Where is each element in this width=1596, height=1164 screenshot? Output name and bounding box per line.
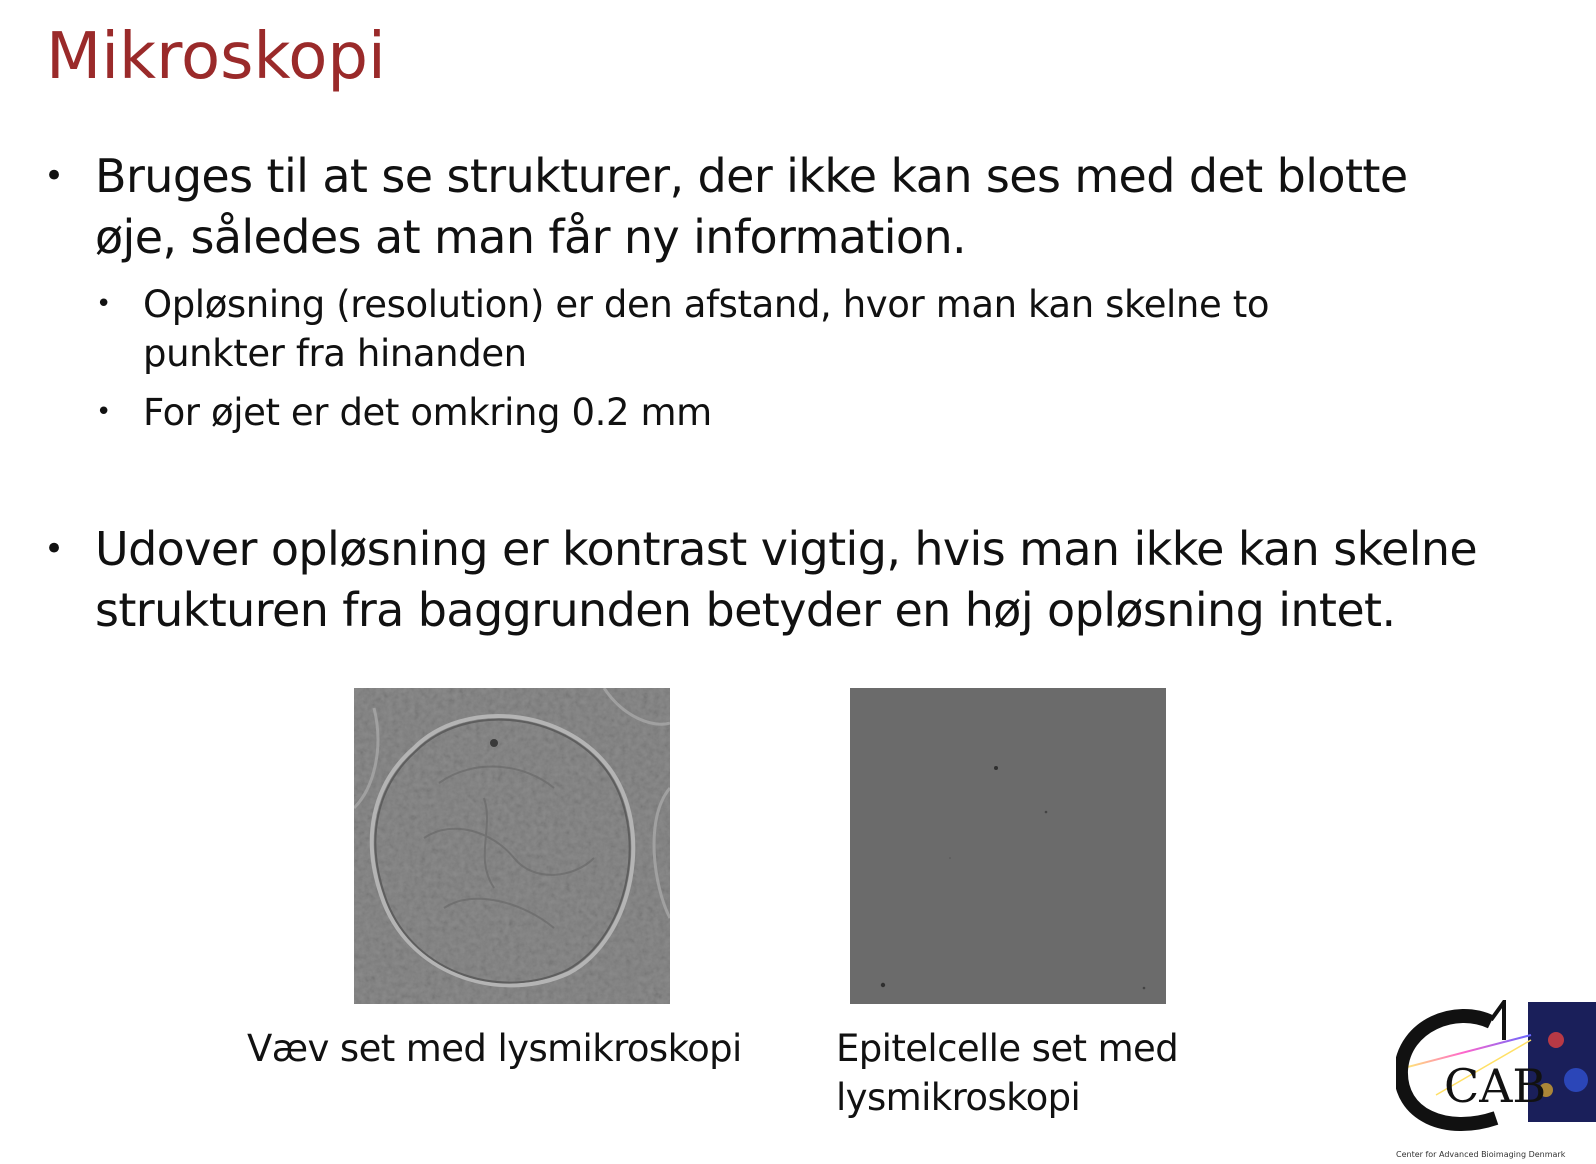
cab-logo bbox=[1396, 1000, 1596, 1164]
bullet-text: Udover opløsning er kontrast vigtig, hvis man ikke kan skelne strukturen fra baggrunden betyder en høj opløsning intet. bbox=[95, 522, 1478, 637]
logo-letters: CAB bbox=[1444, 1059, 1547, 1113]
tissue-micrograph-image bbox=[354, 688, 670, 1004]
sub-bullet-text: Opløsning (resolution) er den afstand, hvor man kan skelne to punkter fra hinanden bbox=[143, 283, 1270, 375]
sub-bullet-text: For øjet er det omkring 0.2 mm bbox=[143, 391, 712, 434]
bullet-item bbox=[44, 146, 1494, 268]
sub-bullet-item bbox=[96, 280, 1396, 378]
figure-caption-text: Epitelcelle set med lysmikroskopi bbox=[836, 1027, 1179, 1119]
bullet-text: Bruges til at se strukturer, der ikke kan ses med det blotte øje, således at man får ny information. bbox=[95, 149, 1408, 264]
sub-bullet-dot: • bbox=[96, 289, 111, 319]
sub-bullet-item bbox=[96, 388, 1396, 437]
figure-caption bbox=[836, 1024, 1196, 1122]
sub-bullet-dot: • bbox=[96, 397, 111, 427]
bullet-dot: • bbox=[44, 156, 64, 196]
logo-subtitle: Center for Advanced Bioimaging Denmark bbox=[1396, 1150, 1566, 1159]
bullet-item bbox=[44, 519, 1494, 641]
figure-caption: Væv set med lysmikroskopi bbox=[247, 1027, 742, 1070]
bullet-dot: • bbox=[44, 529, 64, 569]
epithelial-cell-micrograph-image bbox=[850, 688, 1166, 1004]
slide-title: Mikroskopi bbox=[46, 20, 386, 94]
